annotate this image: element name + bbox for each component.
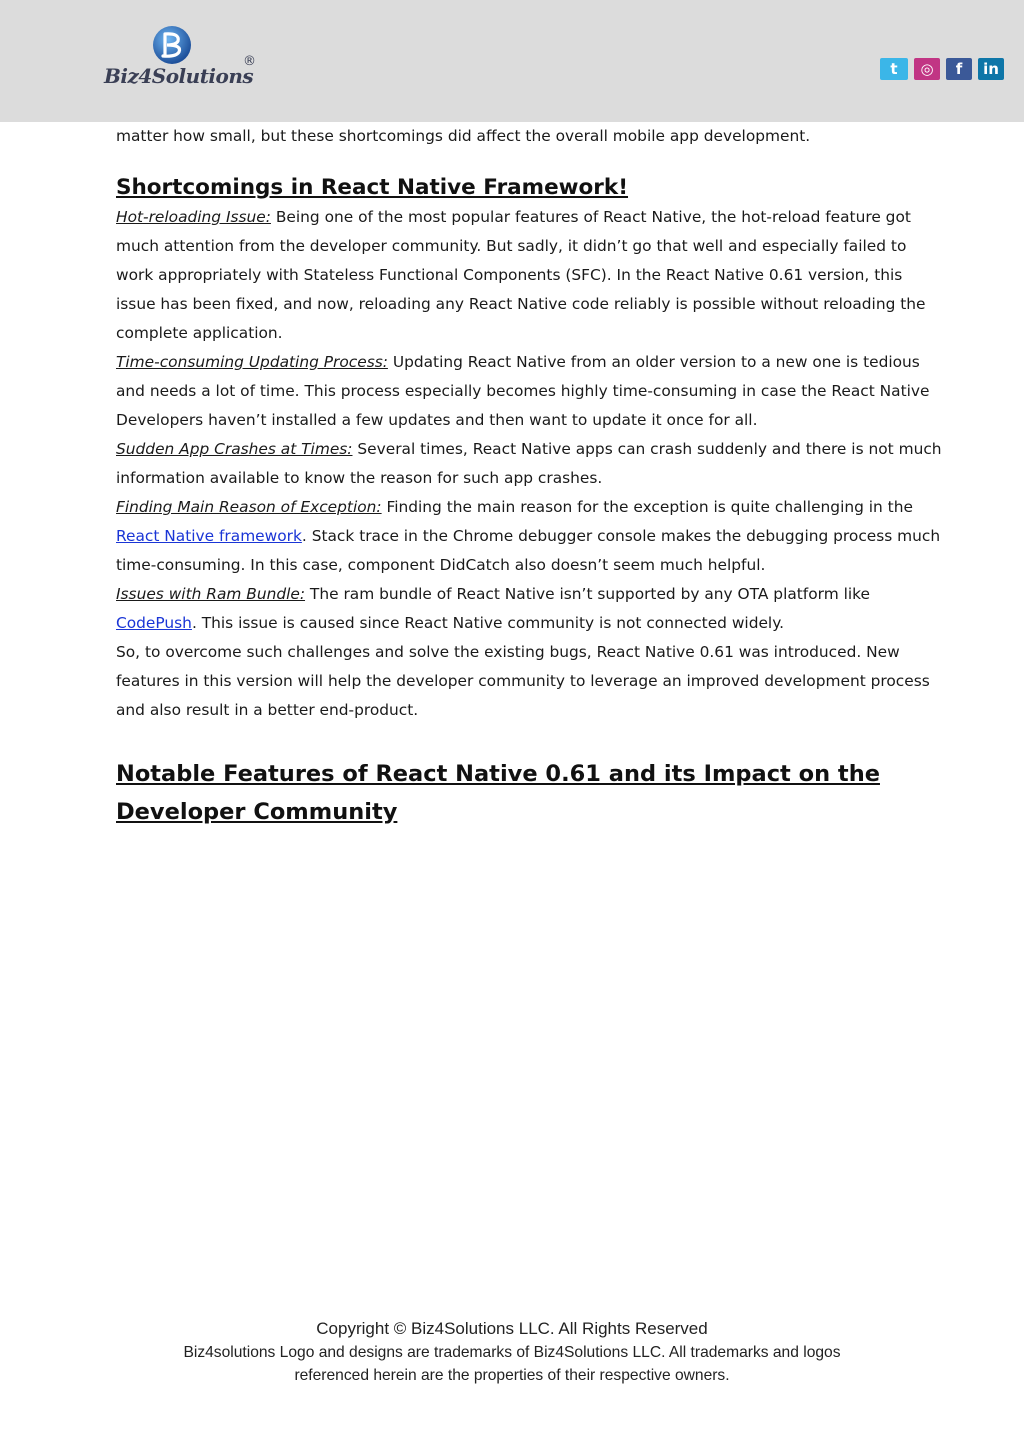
document-body — [116, 122, 946, 831]
copyright-line: Copyright © Biz4Solutions LLC. All Rights Reserved — [316, 1319, 708, 1338]
twitter-icon[interactable]: t — [880, 58, 908, 80]
paragraph-conclusion: So, to overcome such challenges and solve the existing bugs, React Native 0.61 was introduced. New features in this version will help the developer community to leverage an improved development process and also result in a better end-product. — [116, 643, 930, 719]
instagram-icon[interactable]: ◎ — [914, 58, 940, 80]
paragraph-text: Being one of the most popular features of React Native, the hot-reload feature got much attention from the developer community. But sadly, it didn’t go that well and especially failed to work appropriately with Stateless Functional Components (SFC). In the React Native 0.61 version, this issue has been fixed, and now, reloading any React Native code reliably is possible without reloading the complete application. — [116, 208, 926, 342]
paragraph-text: . This issue is caused since React Native community is not connected widely. — [191, 614, 785, 632]
term-updating-process: Time-consuming Updating Process: — [116, 353, 388, 371]
paragraph-ram-bundle — [116, 580, 946, 638]
section-heading-notable-features: Notable Features of React Native 0.61 and its Impact on the Developer Community — [116, 761, 880, 825]
linkedin-icon[interactable]: in — [978, 58, 1004, 80]
page-footer — [0, 1317, 1024, 1387]
biz4solutions-logo[interactable] — [104, 24, 274, 96]
paragraph-text: . Stack trace in the Chrome debugger console makes the debugging process much time-consuming. In this case, component DidCatch also doesn’t seem much helpful. — [116, 527, 941, 574]
paragraph-app-crashes — [116, 435, 946, 493]
registered-mark: ® — [243, 54, 256, 69]
logo-wordmark: Biz4Solutions — [104, 64, 254, 88]
term-hot-reloading: Hot-reloading Issue: — [116, 208, 271, 226]
paragraph-text: Finding the main reason for the exception is quite challenging in the — [381, 498, 913, 516]
term-exception: Finding Main Reason of Exception: — [116, 498, 382, 516]
section-heading-shortcomings: Shortcomings in React Native Framework! — [116, 175, 629, 200]
logo-b-icon — [150, 24, 194, 66]
term-app-crashes: Sudden App Crashes at Times: — [116, 440, 353, 458]
paragraph-text: Several times, React Native apps can crash suddenly and there is not much information available to know the reason for such app crashes. — [116, 440, 942, 487]
social-links — [880, 58, 1004, 80]
paragraph-text: Updating React Native from an older version to a new one is tedious and needs a lot of time. This process especially becomes highly time-consuming in case the React Native Developers haven’t installed a few updates and then want to update it once for all. — [116, 353, 930, 429]
paragraph-text: The ram bundle of React Native isn’t supported by any OTA platform like — [305, 585, 870, 603]
paragraph-exception — [116, 493, 946, 580]
react-native-framework-link[interactable]: React Native framework — [116, 527, 302, 545]
lead-text: matter how small, but these shortcomings did affect the overall mobile app development. — [116, 127, 811, 145]
term-ram-bundle: Issues with Ram Bundle: — [116, 585, 306, 603]
paragraph-updating-process — [116, 348, 946, 435]
page-header — [0, 0, 1024, 122]
trademark-notice: Biz4solutions Logo and designs are trademarks of Biz4Solutions LLC. All trademarks and logos referenced herein are the properties of their respective owners. — [183, 1344, 841, 1384]
paragraph-hot-reloading — [116, 203, 946, 348]
codepush-link[interactable]: CodePush — [116, 614, 192, 632]
facebook-icon[interactable]: f — [946, 58, 972, 80]
